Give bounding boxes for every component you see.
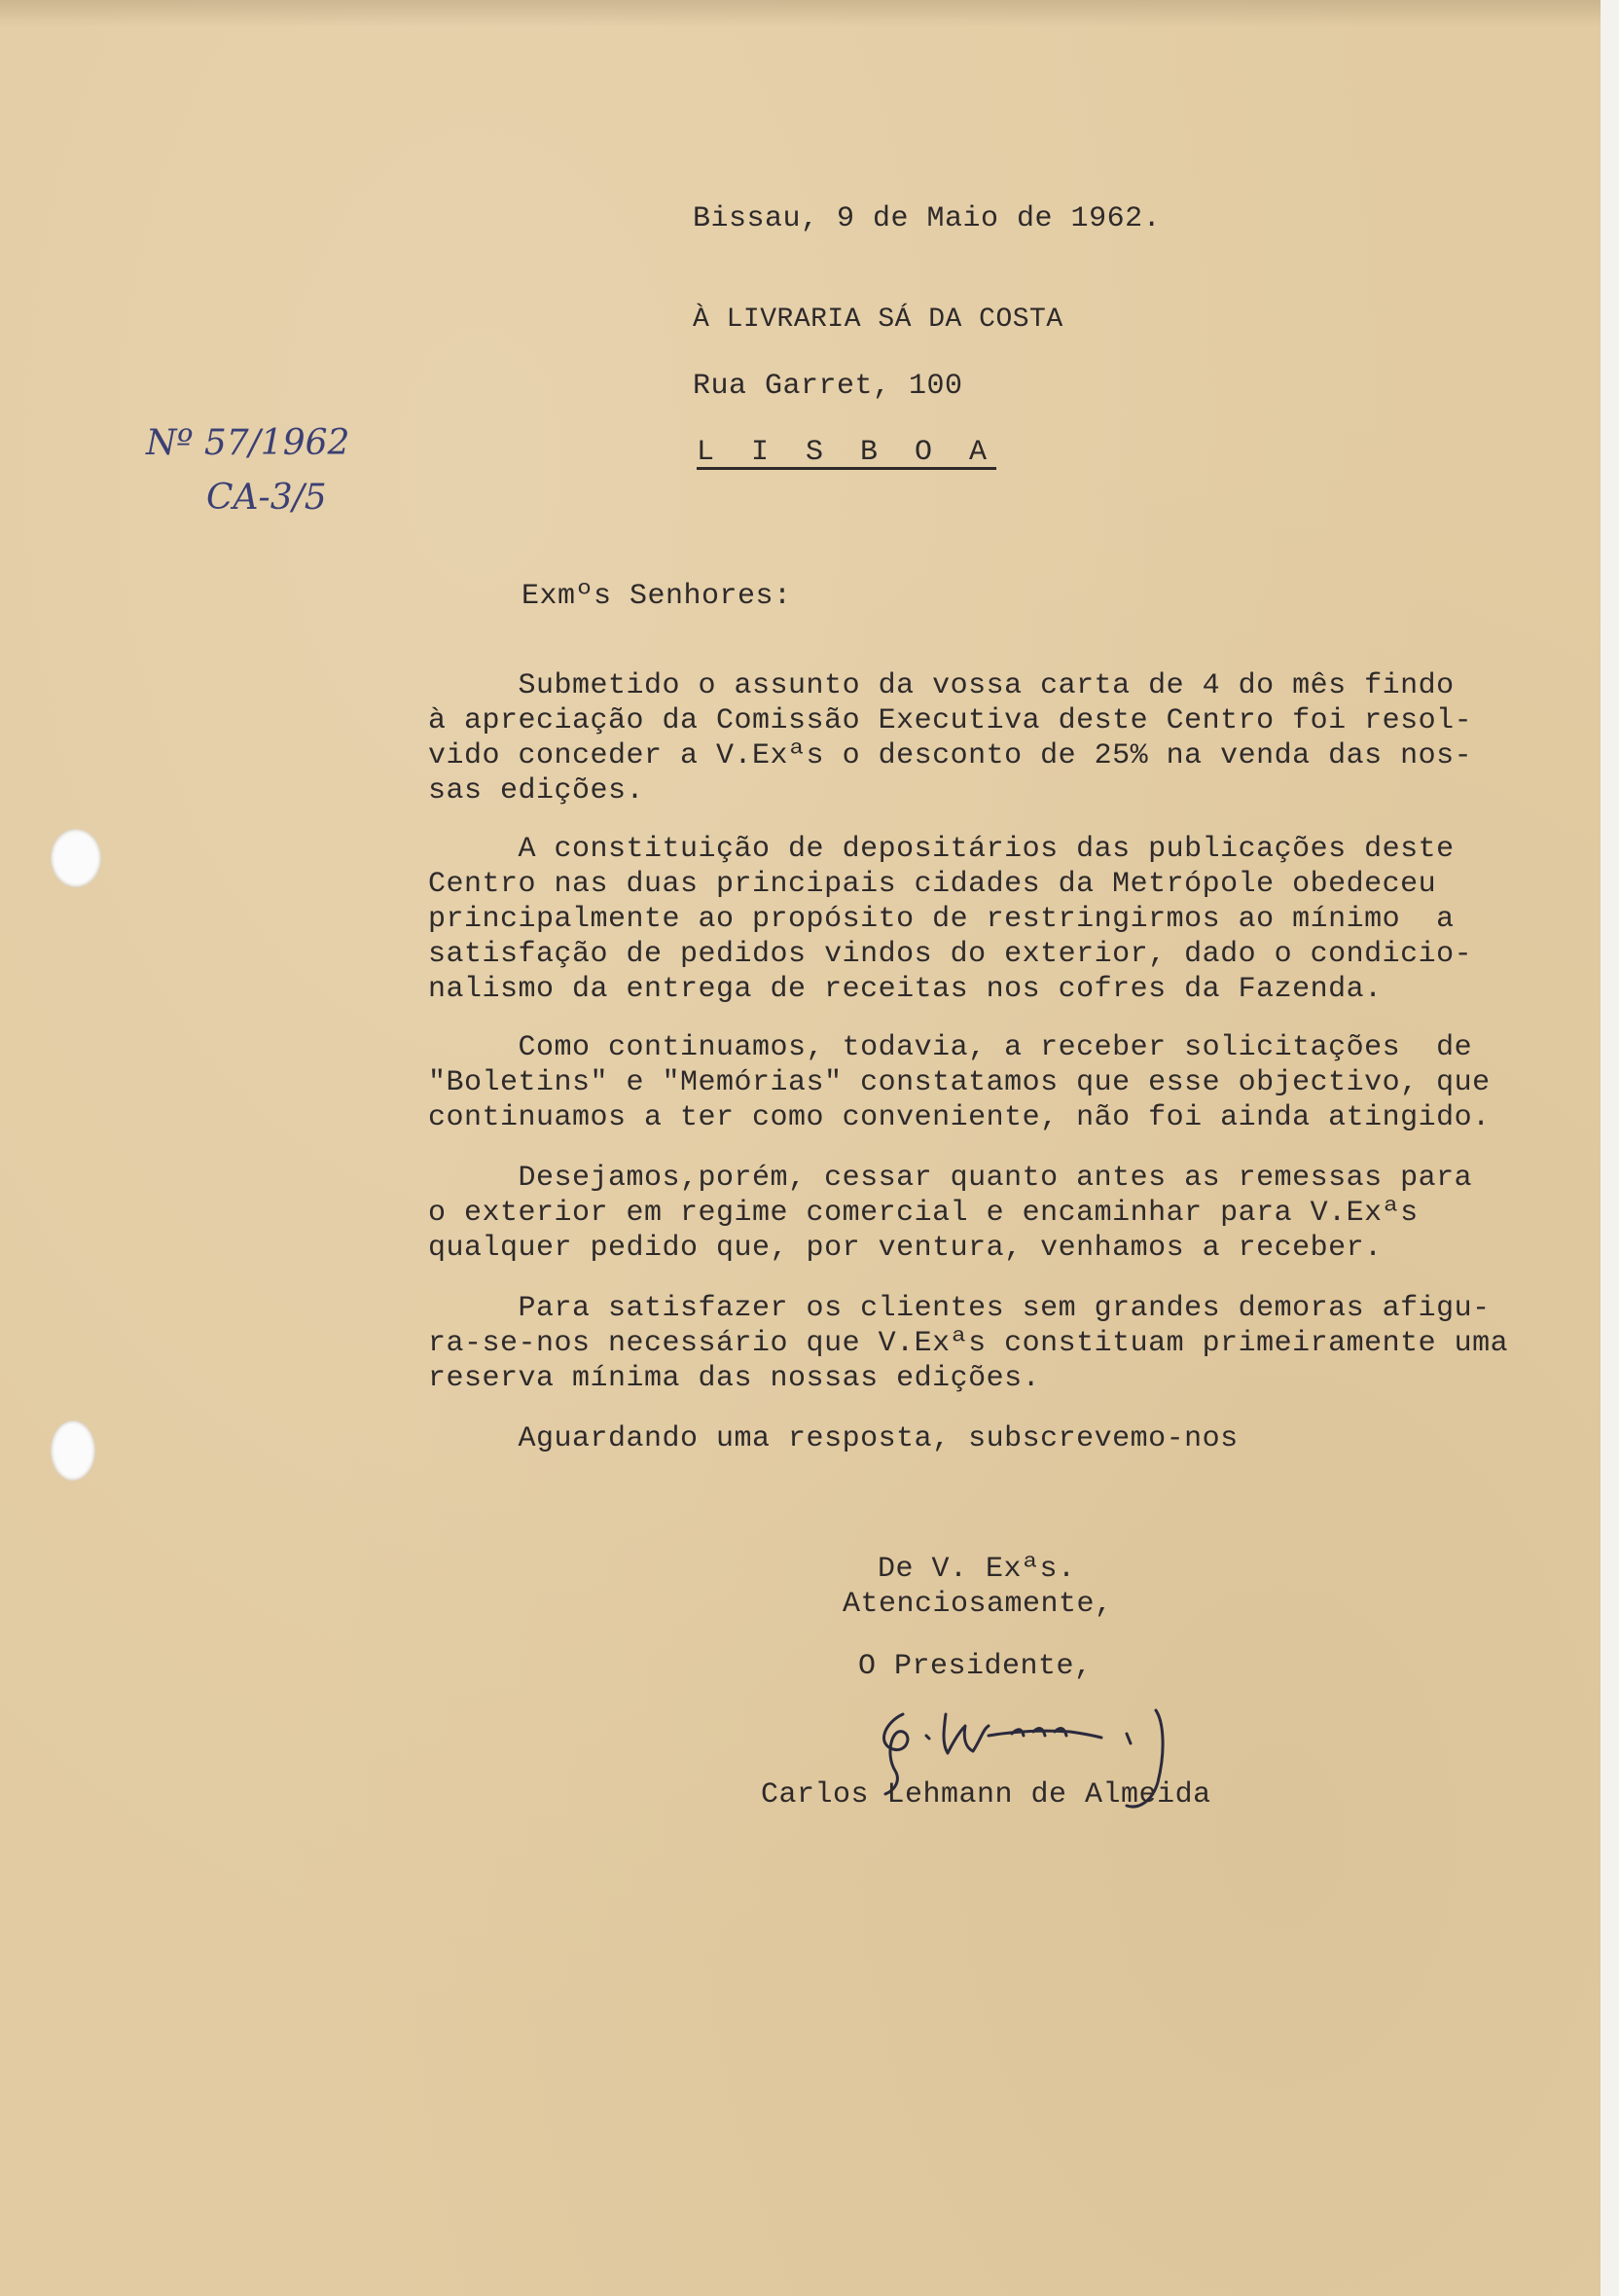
paragraph-line: Centro nas duas principais cidades da Metrópole obedeceu bbox=[428, 868, 1437, 901]
paragraph-line: principalmente ao propósito de restringirmos ao mínimo a bbox=[428, 903, 1455, 936]
paragraph-line: o exterior em regime comercial e encaminhar para V.Exªs bbox=[428, 1197, 1419, 1230]
paragraph-line: Como continuamos, todavia, a receber solicitações de bbox=[428, 1031, 1473, 1064]
paragraph-line: reserva mínima das nossas edições. bbox=[428, 1362, 1041, 1395]
paragraph-line: nalismo da entrega de receitas nos cofres da Fazenda. bbox=[428, 973, 1383, 1006]
paragraph-line: vido conceder a V.Exªs o desconto de 25% na venda das nos- bbox=[428, 739, 1473, 772]
handwritten-reference-code: CA-3/5 bbox=[206, 478, 327, 518]
closing-sentence: Aguardando uma resposta, subscrevemo-nos bbox=[428, 1422, 1239, 1455]
paragraph-line: à apreciação da Comissão Executiva deste Centro foi resol- bbox=[428, 704, 1473, 737]
salutation: Exmºs Senhores: bbox=[522, 580, 792, 613]
paragraph-line: ra-se-nos necessário que V.Exªs constituam primeiramente uma bbox=[428, 1327, 1509, 1360]
paragraph-line: qualquer pedido que, por ventura, venhamos a receber. bbox=[428, 1232, 1383, 1265]
paragraph-line: A constituição de depositários das publicações deste bbox=[428, 833, 1455, 866]
handwritten-signature bbox=[856, 1693, 1265, 1839]
paragraph-line: Submetido o assunto da vossa carta de 4 do mês findo bbox=[428, 669, 1455, 702]
punch-hole-bottom bbox=[51, 1420, 95, 1481]
paper-fold-shadow bbox=[0, 0, 1601, 27]
closing-line-2: Atenciosamente, bbox=[843, 1588, 1113, 1621]
paragraph-line: satisfação de pedidos vindos do exterior, dado o condicio- bbox=[428, 938, 1473, 971]
place-date: Bissau, 9 de Maio de 1962. bbox=[693, 202, 1162, 235]
paragraph-line: sas edições. bbox=[428, 774, 645, 807]
paragraph-line: "Boletins" e "Memórias" constatamos que esse objectivo, que bbox=[428, 1066, 1491, 1099]
closing-line-1: De V. Exªs. bbox=[878, 1553, 1076, 1586]
addressee-line-2: Rua Garret, 100 bbox=[693, 370, 963, 403]
paragraph-line: Para satisfazer os clientes sem grandes demoras afigu- bbox=[428, 1292, 1491, 1325]
addressee-city: L I S B O A bbox=[697, 436, 997, 469]
signatory-title: O Presidente, bbox=[858, 1650, 1093, 1683]
signatory-name: Carlos Lehmann de Almeida bbox=[761, 1778, 1211, 1812]
handwritten-reference-number: Nº 57/1962 bbox=[146, 423, 350, 463]
scan-margin bbox=[1601, 0, 1619, 2296]
paragraph-line: Desejamos,porém, cessar quanto antes as remessas para bbox=[428, 1162, 1473, 1195]
punch-hole-top bbox=[51, 829, 101, 887]
paragraph-line: continuamos a ter como conveniente, não foi ainda atingido. bbox=[428, 1101, 1491, 1134]
addressee-line-1: À LIVRARIA SÁ DA COSTA bbox=[693, 305, 1063, 335]
